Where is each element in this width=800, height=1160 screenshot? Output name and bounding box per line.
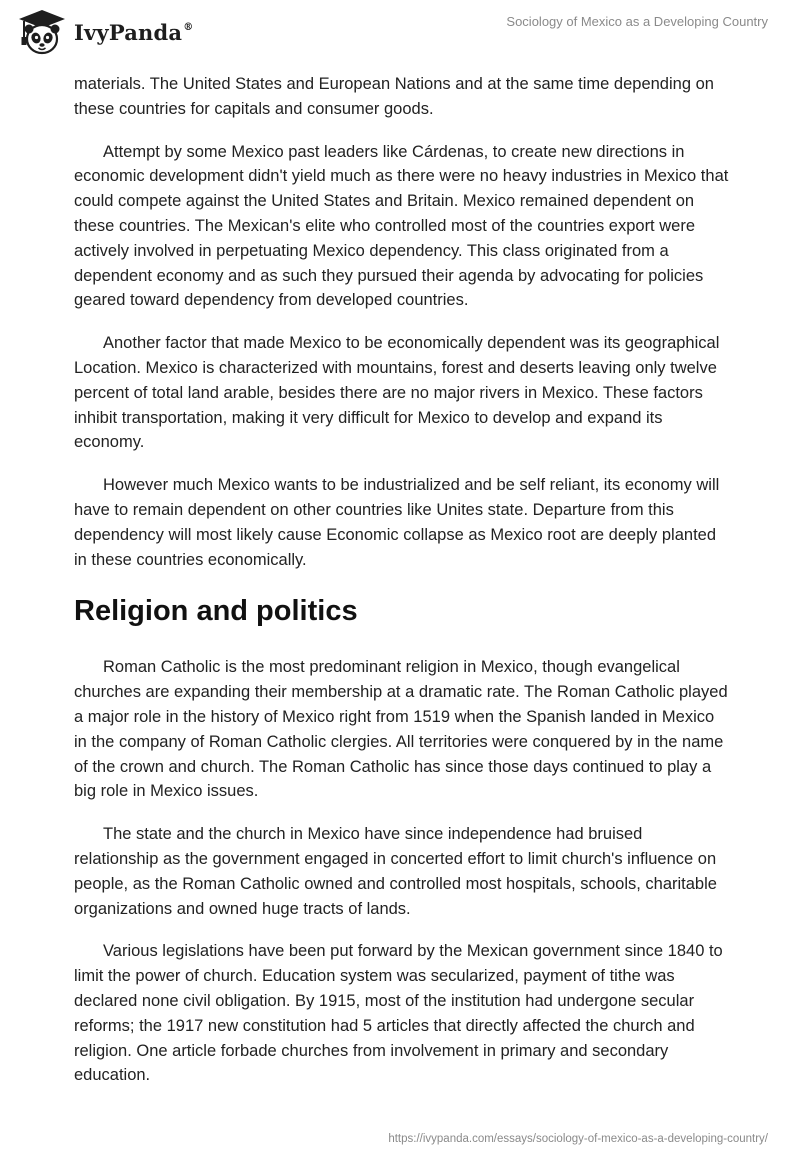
paragraph: However much Mexico wants to be industrialized and be self reliant, its economy will have to remain dependent on other countries like Unites state. Departure from this dependency will most likely cause Economic collapse as Mexico root are deeply planted in these countries economically. [74, 476, 720, 569]
paragraph: Various legislations have been put forward by the Mexican government since 1840 to limit the power of church. Education system was secularized, payment of tithe was declared none civil obligation. By 1915, most of the institution had undergone secular reforms; the 1917 new constitution had 5 articles that directly affected the church and religion. One article forbade churches from involvement in primary and secondary education. [74, 942, 723, 1085]
paragraph: Attempt by some Mexico past leaders like Cárdenas, to create new directions in economic development didn't yield much as there were no heavy industries in Mexico that could compete against the United States and Britain. Mexico remained dependent on these countries. The Mexican's elite who controlled most of the countries export were actively involved in perpetuating Mexico dependency. This class originated from a dependent economy and as such they pursued their agenda by advocating for policies geared toward dependency from developed countries. [74, 142, 729, 310]
document-title: Sociology of Mexico as a Developing Country [506, 14, 768, 29]
paragraph: Another factor that made Mexico to be economically dependent was its geographical Location. Mexico is characterized with mountains, forest and deserts leaving only twelve percent of total land arable, besides there are no major rivers in Mexico. These factors inhibit transportation, making it very difficult for Mexico to develop and expand its economy. [74, 334, 720, 452]
section-heading: Religion and politics [74, 595, 358, 628]
paragraph: The state and the church in Mexico have since independence had bruised relationship as the government engaged in concerted effort to limit church's influence on people, as the Roman Catholic owned and controlled most hospitals, schools, charitable organizations and owned huge tracts of lands. [74, 825, 717, 918]
brand-logo[interactable] [16, 8, 193, 56]
panda-graduation-cap-logo-icon [16, 8, 68, 56]
source-url[interactable]: https://ivypanda.com/essays/sociology-of-mexico-as-a-developing-country/ [388, 1133, 768, 1145]
paragraph-continued: materials. The United States and European Nations and at the same time depending on these countries for capitals and consumer goods. [74, 75, 714, 118]
paragraph: Roman Catholic is the most predominant religion in Mexico, though evangelical churches are expanding their membership at a dramatic rate. The Roman Catholic played a major role in the history of Mexico right from 1519 when the Spanish landed in Mexico in the company of Roman Catholic clergies. All territories were conquered by in the name of the crown and church. The Roman Catholic has since those days continued to play a big role in Mexico issues. [74, 658, 728, 801]
page-header [0, 0, 800, 70]
brand-name: IvyPanda® [74, 19, 194, 45]
article-body [74, 72, 730, 1106]
